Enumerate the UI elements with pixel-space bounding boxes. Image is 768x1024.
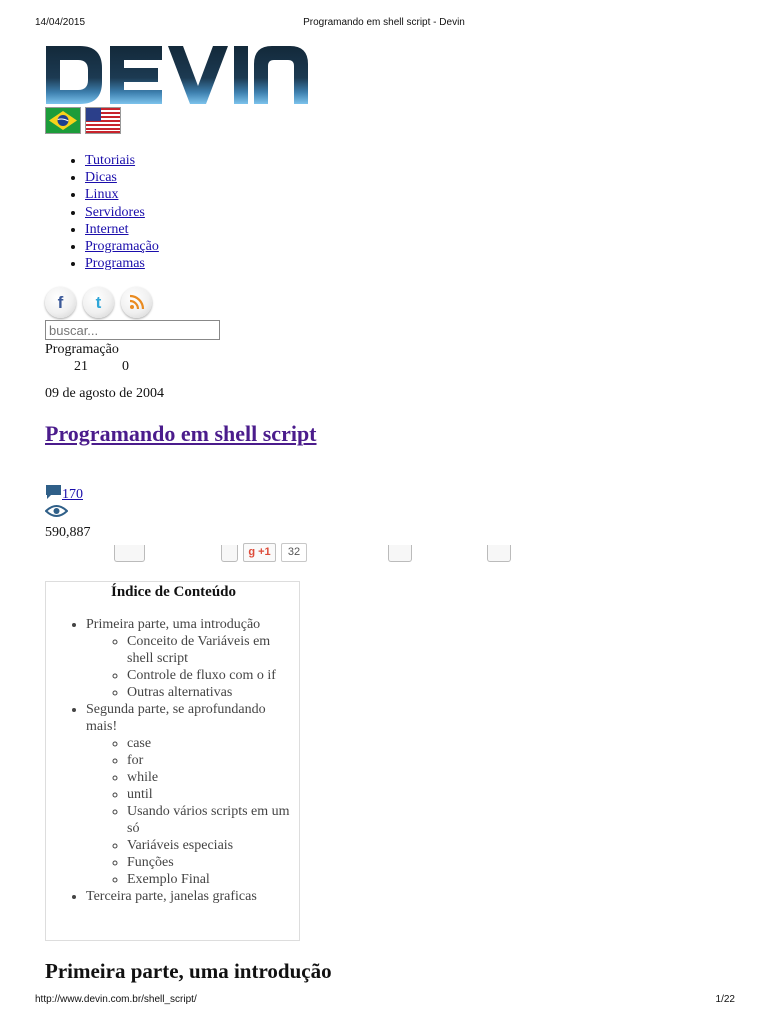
nav-item-dicas [85,169,159,186]
nav-link-dicas[interactable]: Dicas [85,170,117,186]
post-category: Programação [45,342,119,357]
toc-subitem[interactable]: ◦ Outras alternativas [127,684,296,701]
print-page-number: 1/22 [715,994,735,1005]
eye-icon [45,504,68,518]
main-nav [45,152,159,272]
nav-link-servidores[interactable]: Servidores [85,204,145,220]
table-of-contents [45,581,300,941]
section-heading: Primeira parte, uma introdução [45,959,332,983]
nav-item-internet [85,221,159,238]
gplus-label: +1 [258,546,271,558]
toc-subitem[interactable]: ◦ until [127,786,296,803]
nav-link-programacao[interactable]: Programação [85,239,159,255]
post-count-b: 0 [122,359,129,374]
share-button[interactable] [221,545,238,562]
toc-item[interactable]: • Terceira parte, janelas graficas [86,888,296,905]
toc-subitem[interactable]: ◦ case [127,735,296,752]
print-url: http://www.devin.com.br/shell_script/ [35,994,197,1005]
nav-link-programas[interactable]: Programas [85,256,145,272]
toc-subitem[interactable]: ◦ while [127,769,296,786]
toc-list [46,616,296,905]
nav-item-programas [85,255,159,272]
toc-subitem[interactable]: ◦ Exemplo Final [127,871,296,888]
toc-subitem[interactable]: ◦ Variáveis especiais [127,837,296,854]
print-date: 14/04/2015 [35,17,86,28]
toc-subitem[interactable]: ◦ for [127,752,296,769]
devin-logo[interactable] [44,42,310,106]
toc-subitem[interactable]: ◦ Funções [127,854,296,871]
comment-icon[interactable] [45,484,62,500]
toc-subitem[interactable]: ◦ Usando vários scripts em um só [127,803,296,837]
comments-count-link[interactable]: 170 [62,487,83,502]
facebook-icon[interactable]: f [45,287,76,318]
rss-icon[interactable] [121,287,152,318]
post-count-a: 21 [74,359,88,374]
nav-item-tutoriais [85,152,159,169]
usa-flag-icon[interactable] [85,107,121,134]
print-title: Programando em shell script - Devin [303,17,465,28]
toc-subitem[interactable]: ◦ Conceito de Variáveis em shell script [127,633,296,667]
brazil-flag-icon[interactable] [45,107,81,134]
toc-subitem[interactable]: ◦ Controle de fluxo com o if [127,667,296,684]
share-button[interactable] [388,545,412,562]
gplus-count: 32 [281,543,307,562]
post-title[interactable]: Programando em shell script [45,421,317,446]
twitter-icon[interactable]: t [83,287,114,318]
nav-item-servidores [85,204,159,221]
google-plus-button[interactable]: g +1 [243,543,276,562]
nav-item-programacao [85,238,159,255]
share-button[interactable] [487,545,511,562]
toc-title: Índice de Conteúdo [110,584,237,600]
nav-link-tutoriais[interactable]: Tutoriais [85,153,136,168]
nav-link-internet[interactable]: Internet [85,221,129,237]
toc-item[interactable]: • Primeira parte, uma introdução ◦ Conceito de Variáveis em shell script ◦ Controle de fluxo com o if ◦ Outras alternativas [86,616,296,701]
nav-link-linux[interactable]: Linux [85,187,119,203]
toc-item[interactable]: • Segunda parte, se aprofundando mais! ◦ case ◦ for ◦ while ◦ until ◦ Usando vários scripts em um só ◦ Variáveis especiais ◦ Funções ◦ Exemplo Final [86,701,296,888]
search-input[interactable] [45,320,220,340]
share-button[interactable] [114,545,145,562]
post-date: 09 de agosto de 2004 [45,386,164,401]
views-count: 590,887 [45,525,91,540]
nav-item-linux [85,186,159,203]
